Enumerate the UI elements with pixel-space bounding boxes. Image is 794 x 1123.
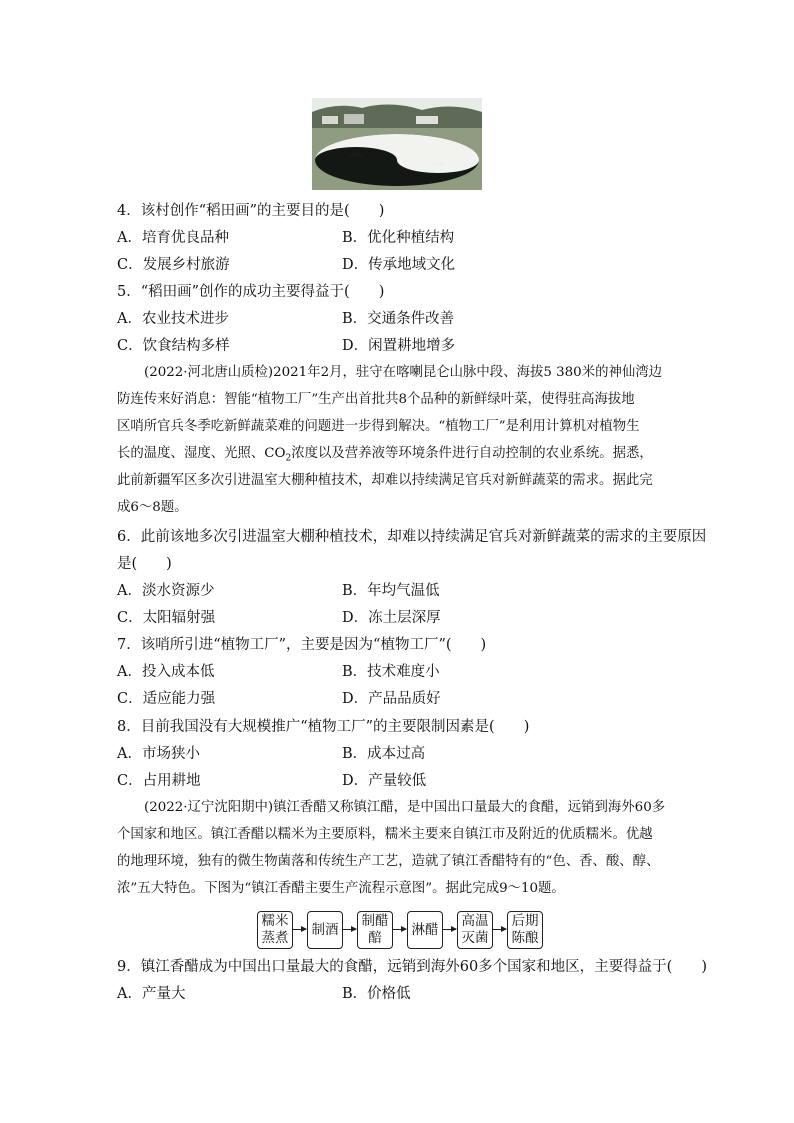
passage1-line3: 区哨所官兵冬季吃新鲜蔬菜难的问题进一步得到解决。“植物工厂”是利用计算机对植物生 [117,419,640,434]
passage1-line4 [117,444,653,469]
q4-stem: 4．该村创作“稻田画”的主要目的是( ) [117,203,385,219]
q4-option-a: A．培育优良品种 [117,230,229,246]
flow-step-glutinous-rice-steaming: 糯米 蒸煮 [257,911,293,949]
q5-option-c: C．饮食结构多样 [117,338,230,354]
q9-stem: 9．镇江香醋成为中国出口量最大的食醋，远销到海外60多个国家和地区，主要得益于( ) [117,959,707,975]
q9-option-a: A．产量大 [117,986,186,1002]
flow-step-vinegar-mash: 制醋 醅 [357,911,393,949]
passage2-line1: (2022·辽宁沈阳期中)镇江香醋又称镇江醋，是中国出口量最大的食醋，远销到海外60多 [144,800,666,815]
q5-option-b: B．交通条件改善 [342,311,455,327]
q5-option-d: D．闲置耕地增多 [342,338,456,354]
q5-option-a: A．农业技术进步 [117,311,229,327]
passage1-line6: 成6～8题。 [117,500,188,515]
passage1-line4-a: 长的温度、湿度、光照、CO [117,446,286,461]
q7-option-c: C．适应能力强 [117,691,216,707]
q5-stem: 5．“稻田画”创作的成功主要得益于( ) [117,284,385,300]
q6-stem-line1: 6．此前该地多次引进温室大棚种植技术，却难以持续满足官兵对新鲜蔬菜的需求的主要原因 [117,529,707,545]
q4-option-c: C．发展乡村旅游 [117,257,230,273]
q6-option-a: A．淡水资源少 [117,583,215,599]
q9-option-b: B．价格低 [342,986,411,1002]
q6-option-d: D．冻土层深厚 [342,610,441,626]
passage2-line3: 的地理环境，独有的微生物菌落和传统生产工艺，造就了镇江香醋特有的“色、香、酸、醇、 [117,854,660,869]
flow-arrow-5 [492,929,506,930]
flow-step-wine-making: 制酒 [307,911,343,949]
flow-arrow-4 [442,929,456,930]
q8-option-d: D．产量较低 [342,773,427,789]
passage1-line2: 防连传来好消息：智能“植物工厂”生产出首批共8个品种的新鲜绿叶菜，使得驻高海拔地 [117,392,635,407]
passage1-line4-b: 浓度以及营养液等环境条件进行自动控制的农业系统。据悉， [291,446,653,461]
flow-arrow-2 [342,929,356,930]
flow-step-sterilization: 高温 灭菌 [457,911,493,949]
q6-option-c: C．太阳辐射强 [117,610,216,626]
rice-field-taiji-photo [312,98,482,190]
co2-subscript: 2 [285,453,292,464]
flow-step-vinegar-leaching: 淋醋 [407,911,443,949]
passage2-line4: 浓”五大特色。下图为“镇江香醋主要生产流程示意图”。据此完成9～10题。 [117,881,565,896]
q8-stem: 8．目前我国没有大规模推广“植物工厂”的主要限制因素是( ) [117,719,530,735]
passage1-line1: (2022·河北唐山质检)2021年2月，驻守在喀喇昆仑山脉中段、海拔5 380米的神仙湾边 [144,365,663,380]
flow-step-aging: 后期 陈酿 [507,911,543,949]
flow-arrow-1 [292,929,306,930]
q4-option-d: D．传承地域文化 [342,257,456,273]
q6-stem-line2: 是( ) [117,556,172,572]
q7-option-b: B．技术难度小 [342,664,440,680]
flow-arrow-3 [392,929,406,930]
q8-option-a: A．市场狭小 [117,746,200,762]
q4-option-b: B．优化种植结构 [342,230,455,246]
q8-option-b: B．成本过高 [342,746,426,762]
q6-option-b: B．年均气温低 [342,583,440,599]
q7-stem: 7．该哨所引进“植物工厂”，主要是因为“植物工厂”( ) [117,637,487,653]
q7-option-a: A．投入成本低 [117,664,215,680]
passage1-line5: 此前新疆军区多次引进温室大棚种植技术，却难以持续满足官兵对新鲜蔬菜的需求。据此完 [117,473,653,488]
q8-option-c: C．占用耕地 [117,773,201,789]
vinegar-production-flow [257,911,547,949]
passage2-line2: 个国家和地区。镇江香醋以糯米为主要原料，糯米主要来自镇江市及附近的优质糯米。优越 [117,827,653,842]
q7-option-d: D．产品品质好 [342,691,441,707]
taiji-field-image [312,98,482,190]
